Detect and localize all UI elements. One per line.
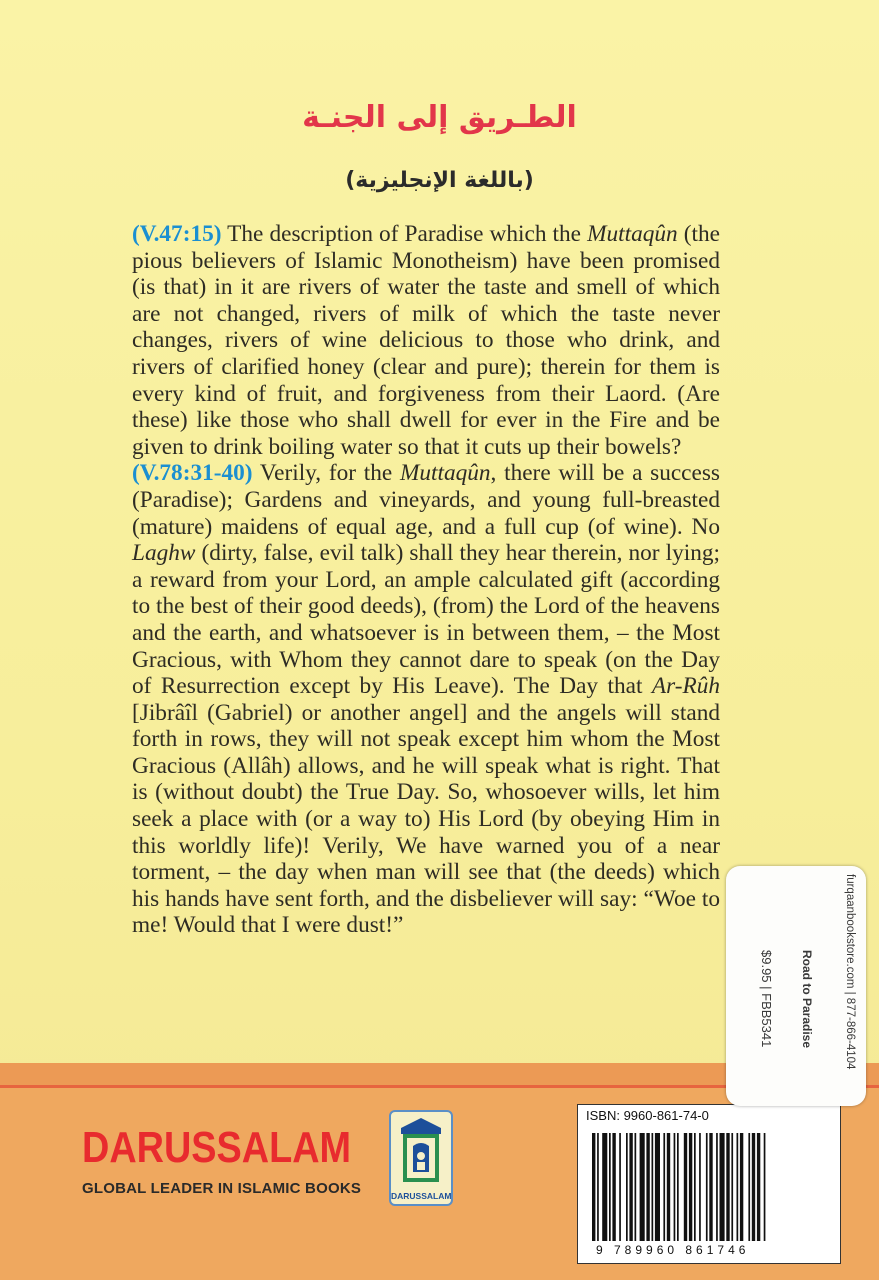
barcode-bar: [694, 1133, 696, 1241]
barcode-bar: [726, 1133, 729, 1241]
italic-term: Ar-Rûh: [651, 673, 720, 700]
price-sticker: [726, 866, 866, 1106]
sticker-price: $9.95 | FBB5341: [759, 950, 774, 1048]
arabic-title: الطـريق إلى الجنـة: [302, 100, 577, 135]
barcode-bar: [699, 1133, 701, 1241]
passage-text: Verily, for the: [252, 460, 400, 487]
barcode-bar: [740, 1133, 743, 1241]
barcode-bar: [626, 1133, 628, 1241]
sticker-title: Road to Paradise: [800, 950, 814, 1049]
verse-passage-1: [132, 221, 720, 460]
barcode-bar: [629, 1133, 632, 1241]
barcode-bar: [752, 1133, 755, 1241]
passage-text: The description of Paradise which the: [221, 221, 588, 247]
barcode-bar: [609, 1133, 611, 1241]
barcode-icon: [590, 1133, 830, 1243]
publisher-tagline: GLOBAL LEADER IN ISLAMIC BOOKS: [82, 1180, 362, 1197]
barcode-bar: [674, 1133, 676, 1241]
barcode-bar: [663, 1133, 665, 1241]
barcode-bar: [612, 1133, 615, 1241]
sticker-content: [726, 866, 866, 1106]
italic-term: Muttaqûn: [399, 460, 491, 487]
italic-term: Muttaqûn: [587, 221, 678, 247]
barcode-bar: [655, 1133, 660, 1241]
publisher-name: DARUSSALAM: [82, 1123, 352, 1172]
verse-passage-2: [132, 460, 720, 939]
barcode-bar: [731, 1133, 733, 1241]
barcode-bar: [677, 1133, 679, 1241]
passage-text: [Jibrâîl (Gabriel) or another angel] and the angels will stand forth in rows, they will not speak except him whom the Most Gracious (Allâh) allows, and he will speak what is right. That is (without doubt) the True Day. So, whosoever wills, let him seek a place with (or a way to) His Lord (by obeying Him in this worldly life)! Verily, We have warned you of a near torment, – the day when man will see that (the deeds) which his hands have sent forth, and the disbeliever will say: “Woe to me! Would that I were dust!”: [132, 699, 720, 939]
barcode-digits: 9 789960 861746: [596, 1243, 750, 1257]
barcode-bar: [737, 1133, 739, 1241]
barcode-bar: [716, 1133, 718, 1241]
barcode-bar: [667, 1133, 670, 1241]
barcode-bar: [602, 1133, 607, 1241]
verse-text: [132, 221, 720, 939]
barcode-bar: [706, 1133, 708, 1241]
barcode-bar: [652, 1133, 654, 1241]
logo-caption: DARUSSALAM: [391, 1191, 452, 1201]
barcode-bar: [689, 1133, 692, 1241]
italic-term: Laghw: [132, 540, 196, 567]
passage-text: (the pious believers of Islamic Monotheism) have been promised (is that) in it are rivers of water the taste and smell of which are not changed, rivers of milk of which the taste never changes, rivers of wine delicious to those who drink, and rivers of clarified honey (clear and pure); therein for them is every kind of fruit, and forgiveness from their Laord. (Are these) like those who shall dwell for ever in the Fire and be given to drink boiling water so that it cuts up their bowels?: [132, 221, 720, 460]
barcode-bar: [709, 1133, 712, 1241]
barcode-bar: [619, 1133, 621, 1241]
arabic-subtitle: (باللغة الإنجليزية): [345, 168, 534, 193]
barcode-bar: [646, 1133, 649, 1241]
publisher-logo: [389, 1110, 453, 1206]
sticker-store: furqaanbookstore.com | 877-866-4104: [844, 874, 856, 1070]
barcode-bar: [684, 1133, 687, 1241]
barcode-bar: [597, 1133, 599, 1241]
barcode-bar: [748, 1133, 750, 1241]
barcode-bar: [640, 1133, 645, 1241]
isbn-label: ISBN: 9960-861-74-0: [586, 1108, 709, 1123]
verse-reference: (V.78:31-40): [132, 460, 253, 487]
barcode-bar: [720, 1133, 725, 1241]
barcode-bar: [592, 1133, 595, 1241]
passage-text: , there will be a success (Paradise); Gardens and vineyards, and young full-breasted (mature) maidens of equal age, and a full cup (of wine). No: [132, 460, 720, 540]
passage-text: (dirty, false, evil talk) shall they hear therein, nor lying; a reward from your Lord, an ample calculated gift (according to the best of their good deeds), (from) the Lord of the heavens and the earth, and whatsoever is in between them, – the Most Gracious, with Whom they cannot dare to speak (on the Day of Resurrection except by His Leave). The Day that: [132, 540, 720, 700]
barcode-bar: [635, 1133, 637, 1241]
verse-reference: (V.47:15): [132, 221, 222, 247]
